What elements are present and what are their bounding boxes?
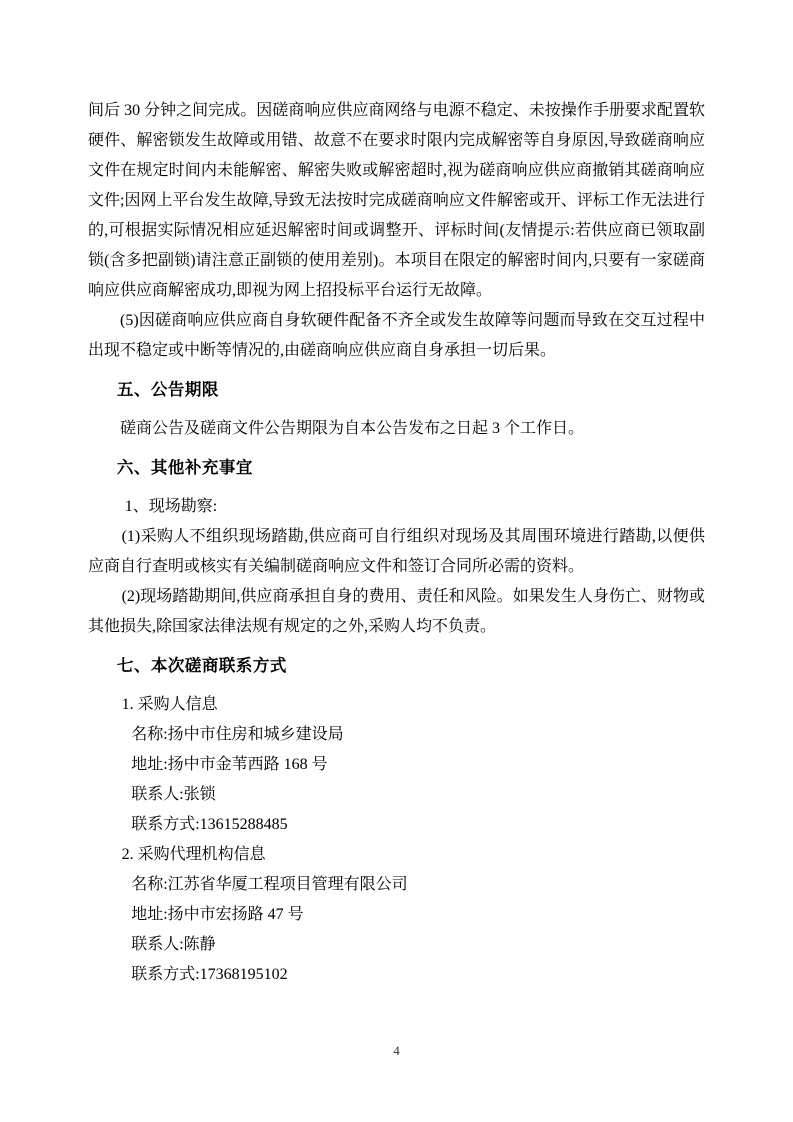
section-5-body: 磋商公告及磋商文件公告期限为自本公告发布之日起 3 个工作日。 — [120, 420, 585, 437]
section-7-heading: 七、本次磋商联系方式 — [116, 656, 287, 675]
agency-address: 地址:扬中市宏扬路 47 号 — [131, 906, 304, 923]
page-number: 4 — [393, 1043, 400, 1058]
purchaser-contact-person: 联系人:张锁 — [131, 786, 216, 803]
section-6-heading: 六、其他补充事宜 — [116, 458, 253, 477]
section-6-paragraph-1: (1)采购人不组织现场踏勘,供应商可自行组织对现场及其周围环境进行踏勘,以便供应商自行查明或核实有关编制磋商响应文件和签订合同所必需的资料。 — [88, 528, 705, 575]
agency-phone: 联系方式:17368195102 — [131, 966, 288, 983]
agency-contact-person: 联系人:陈静 — [131, 936, 216, 953]
section-6-item-1-title: 1、现场勘察: — [124, 498, 218, 515]
paragraph-continuation: 间后 30 分钟之间完成。因磋商响应供应商网络与电源不稳定、未按操作手册要求配置软硬件、解密锁发生故障或用错、故意不在要求时限内完成解密等自身原因,导致磋商响应文件在规定时间内未能解密、解密失败或解密超时,视为磋商响应供应商撤销其磋商响应文件;因网上平台发生故障,导致无法按时完成磋商响应文件解密或开、评标工作无法进行的,可根据实际情况相应延迟解密时间或调整开、评标时间(友情提示:若供应商已领取副锁(含多把副锁)请注意正副锁的使用差别)。本项目在限定的解密时间内,只要有一家磋商响应供应商解密成功,即视为网上招投标平台运行无故障。 — [88, 102, 705, 299]
purchaser-name: 名称:扬中市住房和城乡建设局 — [131, 726, 344, 743]
paragraph-item-5: (5)因磋商响应供应商自身软硬件配备不齐全或发生故障等问题而导致在交互过程中出现不稳定或中断等情况的,由磋商响应供应商自身承担一切后果。 — [88, 312, 705, 359]
purchaser-phone: 联系方式:13615288485 — [131, 816, 288, 833]
purchaser-address: 地址:扬中市金苇西路 168 号 — [131, 756, 328, 773]
agency-name: 名称:江苏省华厦工程项目管理有限公司 — [131, 876, 408, 893]
page-content — [88, 96, 705, 990]
section-6-paragraph-2: (2)现场踏勘期间,供应商承担自身的费用、责任和风险。如果发生人身伤亡、财物或其他损失,除国家法律法规有规定的之外,采购人均不负责。 — [88, 588, 705, 635]
section-5-heading: 五、公告期限 — [116, 380, 219, 399]
agency-info-title: 2. 采购代理机构信息 — [121, 846, 266, 863]
purchaser-info-title: 1. 采购人信息 — [121, 696, 218, 713]
